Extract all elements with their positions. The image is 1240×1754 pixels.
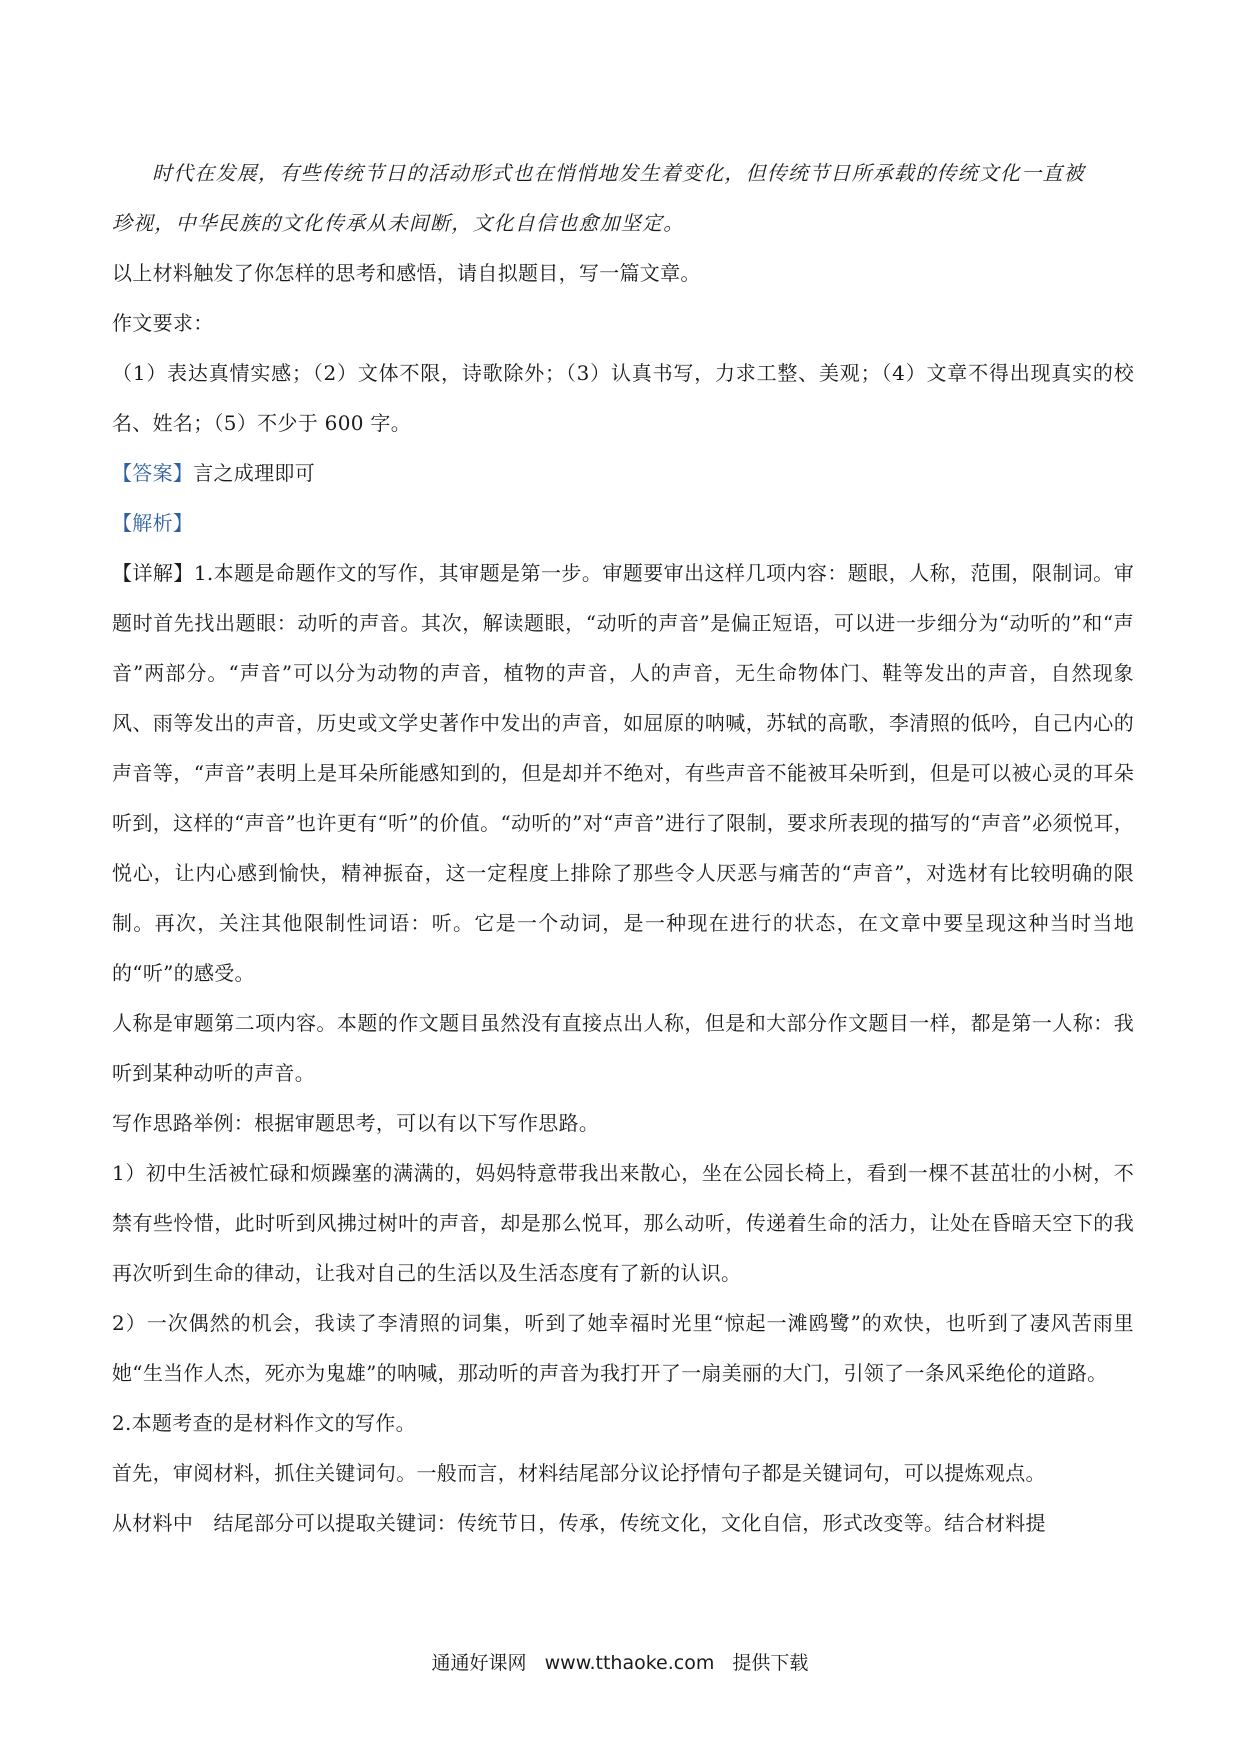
footer-url[interactable]: www.tthaoke.com xyxy=(544,1652,715,1674)
answer-text: 言之成理即可 xyxy=(193,461,316,485)
ideas-intro: 写作思路举例：根据审题思考，可以有以下写作思路。 xyxy=(112,1111,600,1135)
requirements-text: （1）表达真情实感；（2）文体不限，诗歌除外；（3）认真书写，力求工整、美观；（4）文章不得出现真实的校名、姓名；（5）不少于 600 字。 xyxy=(112,361,1134,435)
footer-site-name: 通通好课网 xyxy=(431,1652,527,1674)
intro-line-2: 珍视，中华民族的文化传承从未间断，文化自信也愈加坚定。 xyxy=(112,211,685,235)
idea-1: 1）初中生活被忙碌和烦躁塞的满满的，妈妈特意带我出来散心，坐在公园长椅上，看到一棵不甚茁壮的小树，不禁有些怜惜，此时听到风拂过树叶的声音，却是那么悦耳，那么动听，传递着生命的活力，让处在昏暗天空下的我再次听到生命的律动，让我对自己的生活以及生活态度有了新的认识。 xyxy=(112,1161,1134,1285)
person-paragraph: 人称是审题第二项内容。本题的作文题目虽然没有直接点出人称，但是和大部分作文题目一样，都是第一人称：我听到某种动听的声音。 xyxy=(112,1011,1134,1085)
essay-prompt: 以上材料触发了你怎样的思考和感悟，请自拟题目，写一篇文章。 xyxy=(112,261,701,285)
footer-suffix: 提供下载 xyxy=(732,1652,809,1674)
part2-paragraph-2: 从材料中 结尾部分可以提取关键词：传统节日，传承，传统文化，文化自信，形式改变等。结合材料提 xyxy=(112,1511,1046,1535)
requirements-label: 作文要求： xyxy=(112,311,214,335)
detail-paragraph xyxy=(112,548,1134,998)
detail-tag: 【详解】 xyxy=(112,561,194,585)
page-footer xyxy=(0,1648,1240,1675)
document-body xyxy=(112,148,1134,1548)
part2-paragraph-1: 首先，审阅材料，抓住关键词句。一般而言，材料结尾部分议论抒情句子都是关键词句，可以提炼观点。 xyxy=(112,1461,1046,1485)
answer-paragraph xyxy=(112,448,1134,498)
part2-title: 2.本题考查的是材料作文的写作。 xyxy=(112,1411,416,1435)
intro-line-1: 时代在发展，有些传统节日的活动形式也在悄悄地发生着变化，但传统节日所承载的传统文化一直被 xyxy=(152,161,1085,185)
answer-tag: 【答案】 xyxy=(112,461,194,485)
analysis-tag: 【解析】 xyxy=(112,511,194,535)
idea-2: 2）一次偶然的机会，我读了李清照的词集，听到了她幸福时光里“惊起一滩鸥鹭”的欢快，也听到了凄风苦雨里她“生当作人杰，死亦为鬼雄”的呐喊，那动听的声音为我打开了一扇美丽的大门，引领了一条风采绝伦的道路。 xyxy=(112,1311,1134,1385)
detail-text: 1.本题是命题作文的写作，其审题是第一步。审题要审出这样几项内容：题眼，人称，范围，限制词。审题时首先找出题眼：动听的声音。其次，解读题眼，“动听的声音”是偏正短语，可以进一步细分为“动听的”和“声音”两部分。“声音”可以分为动物的声音，植物的声音，人的声音，无生命物体门、鞋等发出的声音，自然现象风、雨等发出的声音，历史或文学史著作中发出的声音，如屈原的呐喊，苏轼的高歌，李清照的低吟，自己内心的声音等，“声音”表明上是耳朵所能感知到的，但是却并不绝对，有些声音不能被耳朵听到，但是可以被心灵的耳朵听到，这样的“声音”也许更有“听”的价值。“动听的”对“声音”进行了限制，要求所表现的描写的“声音”必须悦耳，悦心，让内心感到愉快，精神振奋，这一定程度上排除了那些令人厌恶与痛苦的“声音”，对选材有比较明确的限制。再次，关注其他限制性词语：听。它是一个动词，是一种现在进行的状态，在文章中要呈现这种当时当地的“听”的感受。 xyxy=(112,561,1134,985)
